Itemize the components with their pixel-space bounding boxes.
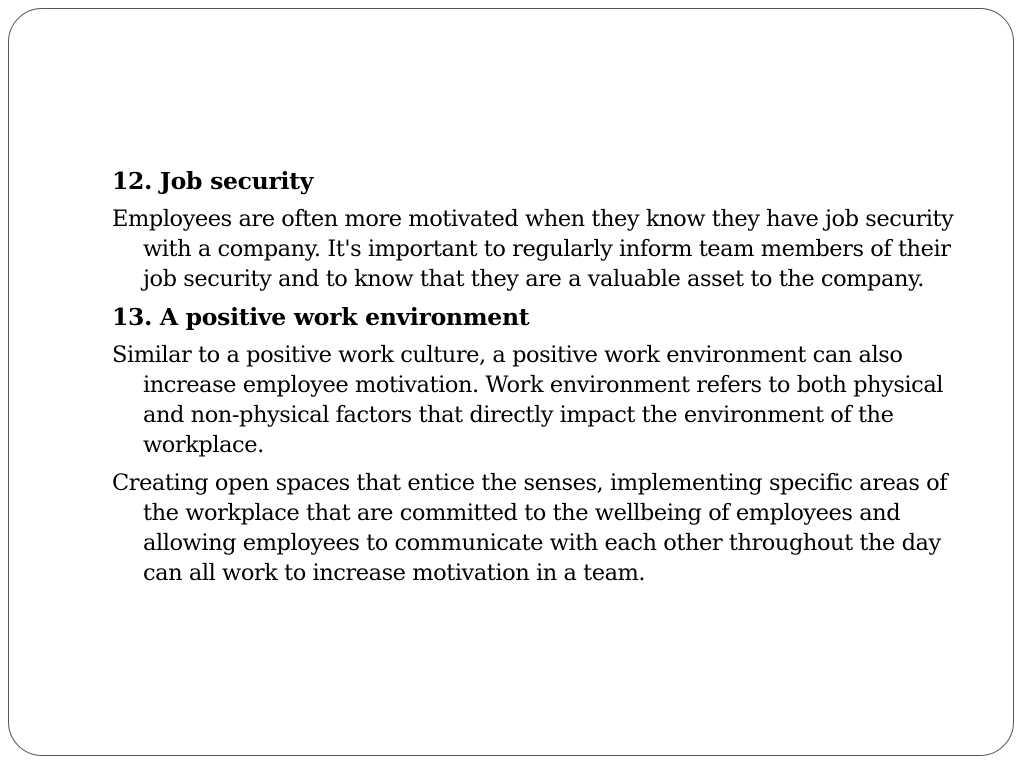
- section-13-heading: 13. A positive work environment: [112, 303, 530, 331]
- section-12-paragraph: Employees are often more motivated when they know they have job security with a company. It's important to regularly inform team members of their job security and to know that they are a valuable asset to the company.: [112, 206, 954, 292]
- section-13-paragraph-2: Creating open spaces that entice the senses, implementing specific areas of the workplace that are committed to the wellbeing of employees and allowing employees to communicate with each other throughout the day can all work to increase motivation in a team.: [112, 470, 948, 586]
- section-13-paragraph-1: Similar to a positive work culture, a positive work environment can also increase employee motivation. Work environment refers to both physical and non-physical factors that directly impact the environment of the workplace.: [112, 342, 944, 458]
- slide-content: [112, 160, 972, 596]
- section-12-heading: 12. Job security: [112, 167, 314, 195]
